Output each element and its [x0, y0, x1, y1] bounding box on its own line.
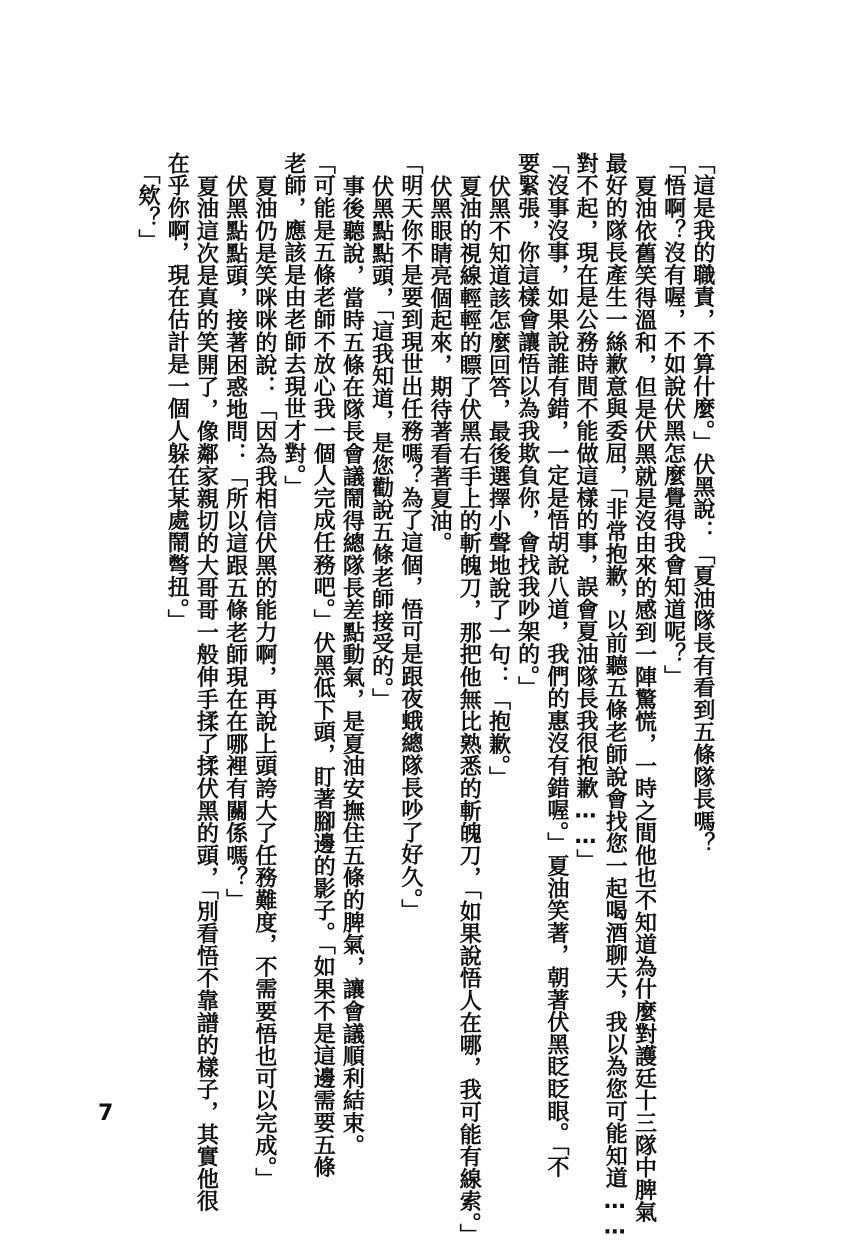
- text-column: 要緊張，你這樣會讓悟以為我欺負你，會找我吵架的。」: [514, 152, 540, 699]
- text-column: 伏黑點點頭，接著困惑地問：「所以這跟五條老師現在在哪裡有關係嗎？」: [222, 175, 248, 911]
- text-column: 夏油這次是真的笑開了，像鄰家親切的大哥哥一般伸手揉了揉伏黑的頭，「別看悟不靠譜的樣子，其實他很: [193, 175, 219, 1213]
- text-column: 最好的隊長產生一絲歉意與委屈，「非常抱歉，以前聽五條老師說會找您一起喝酒聊天，我以為您可能知道……: [602, 152, 628, 1240]
- text-column: 「明天你不是要到現世出任務嗎？為了這個，悟可是跟夜蛾總隊長吵了好久。」: [397, 152, 423, 922]
- page-number: 7: [98, 1101, 114, 1126]
- text-column: 夏油依舊笑得溫和，但是伏黑就是沒由來的感到一陣驚慌，一時之間他也不知道為什麼對護廷十三隊中脾氣: [631, 175, 657, 1224]
- text-column: 「悟啊？沒有喔，不如說伏黑怎麼覺得我會知道呢？」: [660, 152, 686, 688]
- text-column: 夏油仍是笑咪咪的說：「因為我相信伏黑的能力啊，再說上頭誇大了任務難度，不需要悟也可以完成。」: [251, 175, 277, 1190]
- text-column: 夏油的視線輕輕的瞟了伏黑右手上的斬魄刀，那把他無比熟悉的斬魄刀，「如果說悟人在哪，我可能有線索。」: [456, 175, 482, 1246]
- text-column: 伏黑眼睛亮個起來，期待著看著夏油。: [427, 175, 453, 555]
- text-column: 「可能是五條老師不放心我一個人完成任務吧。」伏黑低下頭，盯著腳邊的影子。「如果不是這邊需要五條: [310, 152, 336, 1179]
- text-column: 伏黑點點頭，「這我知道，是您勸說五條老師接受的。」: [368, 175, 394, 711]
- text-column: 對不起，現在是公務時間不能做這樣的事，誤會夏油隊長我很抱歉……」: [573, 152, 599, 872]
- text-column: 老師，應該是由老師去現世才對。」: [281, 152, 307, 498]
- text-column: 伏黑不知道該怎麼回答，最後選擇小聲地說了一句：「抱歉。」: [485, 175, 511, 789]
- vertical-text-block: [135, 152, 715, 1246]
- text-column: 事後聽說，當時五條在隊長會議鬧得總隊長差點動氣，是夏油安撫住五條的脾氣，讓會議順利結束。: [339, 175, 365, 1157]
- text-column: 「這是我的職責，不算什麼。」伏黑說：「夏油隊長有看到五條隊長嗎？: [689, 152, 715, 855]
- text-column: 「沒事沒事，如果說誰有錯，一定是悟胡說八道，我們的惠沒有錯喔。」夏油笑著，朝著伏黑眨眨眼。「不: [543, 152, 569, 1179]
- text-column: 在乎你啊，現在估計是一個人躲在某處鬧彆扭。」: [164, 152, 190, 632]
- text-column: 「欸？」: [135, 162, 160, 252]
